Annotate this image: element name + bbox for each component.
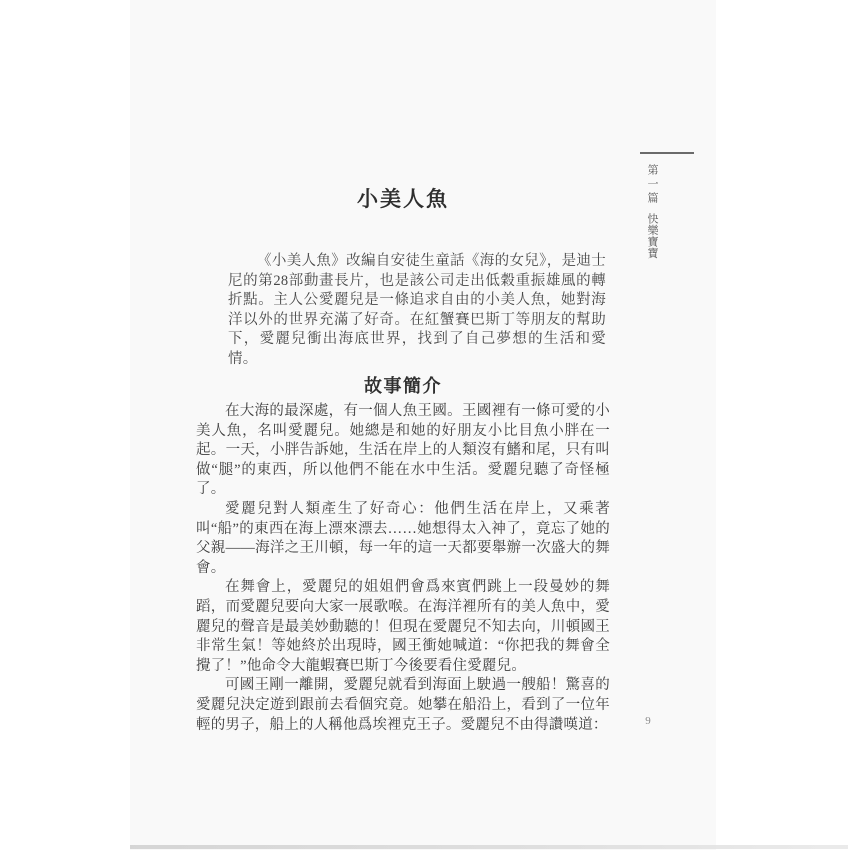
story-paragraph-2: 愛麗兒對人類產生了好奇心：他們生活在岸上，又乘著叫“船”的東西在海上漂來漂去……她想得太入神了，竟忘了她的父親——海洋之王川頓，每一年的這一天都要舉辦一次盛大的舞會。	[196, 500, 610, 576]
story-paragraph-4: 可國王剛一離開，愛麗兒就看到海面上駛過一艘船！驚喜的愛麗兒決定遊到跟前去看個究竟。她攀在船沿上，看到了一位年輕的男子，船上的人稱他爲埃裡克王子。愛麗兒不由得讚嘆道：	[196, 677, 610, 733]
story-title: 小美人魚	[357, 187, 449, 211]
chapter-part-label: 第一篇	[646, 164, 658, 206]
section-heading: 故事簡介	[364, 376, 442, 396]
story-intro-paragraph: 《小美人魚》改編自安徒生童話《海的女兒》，是迪士尼的第28部動畫長片，也是該公司走出低穀重振雄風的轉折點。主人公愛麗兒是一條追求自由的小美人魚，她對海洋以外的世界充滿了好奇。在紅蟹賽巴斯丁等朋友的幫助下，愛麗兒衝出海底世界，找到了自己夢想的生活和愛情。	[228, 253, 606, 367]
chapter-part-title: 快樂寶寶	[646, 213, 658, 259]
story-paragraph-1: 在大海的最深處，有一個人魚王國。王國裡有一條可愛的小美人魚，名叫愛麗兒。她總是和她的好朋友小比目魚小胖在一起。一天，小胖告訴她，生活在岸上的人類沒有鰭和尾，只有叫做“腿”的東西，所以他們不能在水中生活。愛麗兒聽了奇怪極了。	[196, 403, 610, 498]
page-scan-area	[130, 0, 716, 850]
story-paragraph-3: 在舞會上，愛麗兒的姐姐們會爲來賓們跳上一段曼妙的舞蹈，而愛麗兒要向大家一展歌喉。在海洋裡所有的美人魚中，愛麗兒的聲音是最美妙動聽的！但現在愛麗兒不知去向，川頓國王非常生氣！等她終於出現時，國王衝她喊道：“你把我的舞會全攪了！”他命令大龍蝦賽巴斯丁今後要看住愛麗兒。	[196, 579, 610, 674]
page-number: 9	[645, 715, 651, 727]
chapter-header-rule	[640, 152, 694, 154]
scan-bottom-edge	[130, 845, 848, 849]
story-body	[196, 402, 610, 735]
